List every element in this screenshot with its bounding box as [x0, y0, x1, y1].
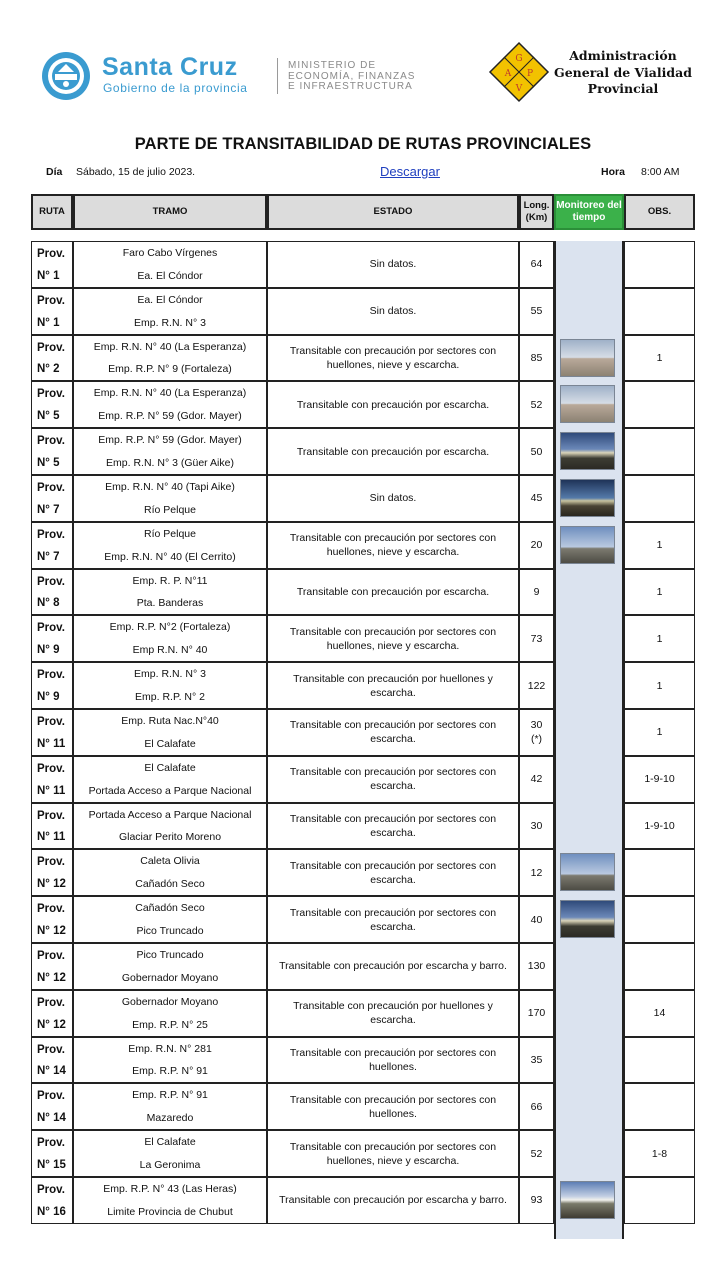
- header-divider: [277, 58, 278, 94]
- status-text: Transitable con precaución por sectores con escarcha.: [289, 766, 497, 793]
- segment-from: Emp. R.P. N°2 (Fortaleza): [109, 621, 231, 634]
- observations-cell: [624, 1083, 695, 1130]
- route-cell: [31, 1130, 73, 1177]
- segment-cell: [73, 756, 267, 803]
- weather-camera-thumbnail[interactable]: [560, 900, 615, 938]
- observations-cell: [624, 1037, 695, 1084]
- weather-camera-thumbnail[interactable]: [560, 479, 615, 517]
- weather-camera-thumbnail[interactable]: [560, 432, 615, 470]
- status-text: Transitable con precaución por sectores con escarcha.: [289, 906, 497, 933]
- segment-cell: [73, 803, 267, 850]
- route-cell: [31, 803, 73, 850]
- status-text: Transitable con precaución por sectores con escarcha.: [289, 719, 497, 746]
- status-cell: [267, 569, 519, 616]
- route-number: N° 8: [37, 597, 60, 610]
- observations-value: 1: [656, 679, 663, 692]
- length-cell: [519, 1037, 554, 1084]
- length-cell: [519, 990, 554, 1037]
- column-header-obs: OBS.: [624, 194, 695, 230]
- route-prefix: Prov.: [37, 809, 65, 822]
- route-number: N° 12: [37, 924, 66, 937]
- segment-from: El Calafate: [144, 761, 196, 774]
- observations-value: 1: [656, 351, 663, 364]
- segment-cell: [73, 896, 267, 943]
- status-text: Sin datos.: [369, 305, 417, 318]
- segment-from: Emp. R.P. N° 59 (Gdor. Mayer): [98, 434, 242, 447]
- route-prefix: Prov.: [37, 996, 65, 1009]
- length-value: 30: [530, 819, 543, 832]
- observations-cell: [624, 335, 695, 382]
- route-number: N° 7: [37, 503, 60, 516]
- weather-camera-thumbnail[interactable]: [560, 526, 615, 564]
- route-prefix: Prov.: [37, 248, 65, 260]
- brand-subtitle: Gobierno de la provincia: [103, 81, 248, 95]
- date-value: Sábado, 15 de julio 2023.: [76, 166, 196, 178]
- observations-cell: [624, 475, 695, 522]
- status-cell: [267, 1083, 519, 1130]
- route-cell: [31, 381, 73, 428]
- ministry-name: MINISTERIO DE ECONOMÍA, FINANZAS E INFRAESTRUCTURA: [288, 60, 416, 92]
- route-prefix: Prov.: [37, 1090, 65, 1103]
- observations-cell: [624, 241, 695, 288]
- length-cell: [519, 428, 554, 475]
- length-cell: [519, 662, 554, 709]
- route-number: N° 5: [37, 410, 60, 423]
- status-cell: [267, 615, 519, 662]
- length-value: 93: [530, 1194, 543, 1207]
- segment-cell: [73, 849, 267, 896]
- route-cell: [31, 943, 73, 990]
- length-value: 64: [530, 258, 543, 271]
- agvp-letter-a: A: [504, 69, 512, 79]
- length-cell: [519, 896, 554, 943]
- segment-from: Gobernador Moyano: [121, 995, 219, 1008]
- segment-from: Cañadón Seco: [135, 902, 205, 915]
- weather-camera-thumbnail[interactable]: [560, 853, 615, 891]
- route-prefix: Prov.: [37, 528, 65, 541]
- route-cell: [31, 662, 73, 709]
- status-cell: [267, 709, 519, 756]
- segment-to: Pico Truncado: [136, 924, 204, 937]
- status-cell: [267, 849, 519, 896]
- status-text: Transitable con precaución por sectores con escarcha.: [289, 859, 497, 886]
- observations-cell: [624, 615, 695, 662]
- segment-to: Gobernador Moyano: [121, 971, 219, 984]
- length-cell: [519, 381, 554, 428]
- route-prefix: Prov.: [37, 622, 65, 635]
- length-cell: [519, 709, 554, 756]
- route-cell: [31, 1177, 73, 1224]
- route-cell: [31, 241, 73, 288]
- length-value: 52: [530, 1147, 543, 1160]
- length-cell: [519, 241, 554, 288]
- route-number: N° 1: [37, 316, 60, 329]
- length-cell: [519, 1130, 554, 1177]
- segment-cell: [73, 709, 267, 756]
- segment-to: Limite Provincia de Chubut: [107, 1205, 233, 1218]
- agvp-letter-p: P: [526, 69, 534, 79]
- route-prefix: Prov.: [37, 482, 65, 494]
- segment-to: Cañadón Seco: [135, 878, 205, 891]
- segment-from: Portada Acceso a Parque Nacional: [88, 808, 252, 821]
- length-value: 42: [530, 773, 543, 786]
- weather-camera-thumbnail[interactable]: [560, 1181, 615, 1219]
- column-header-ruta: RUTA: [31, 194, 73, 230]
- length-value: 122: [527, 679, 546, 692]
- route-prefix: Prov.: [37, 1184, 65, 1196]
- route-cell: [31, 522, 73, 569]
- segment-cell: [73, 522, 267, 569]
- agvp-logo-icon: [488, 41, 550, 103]
- length-value: 50: [530, 445, 543, 458]
- observations-cell: [624, 662, 695, 709]
- segment-to: Emp. R.P. N° 25: [132, 1018, 208, 1031]
- segment-to: Emp. R.P. N° 91: [132, 1065, 208, 1078]
- route-cell: [31, 709, 73, 756]
- route-cell: [31, 1037, 73, 1084]
- route-prefix: Prov.: [37, 294, 65, 307]
- length-value: 73: [530, 632, 543, 645]
- route-prefix: Prov.: [37, 575, 65, 588]
- observations-value: 1: [656, 726, 663, 739]
- observations-cell: [624, 849, 695, 896]
- length-value: 20: [530, 539, 543, 552]
- status-text: Transitable con precaución por sectores con huellones.: [289, 1046, 497, 1073]
- segment-cell: [73, 1083, 267, 1130]
- download-link[interactable]: Descargar: [380, 164, 440, 179]
- brand-name: Santa Cruz: [102, 53, 238, 81]
- route-prefix: Prov.: [37, 856, 65, 869]
- segment-cell: [73, 943, 267, 990]
- weather-camera-thumbnail[interactable]: [560, 339, 615, 377]
- route-prefix: Prov.: [37, 669, 65, 682]
- route-number: N° 14: [37, 1112, 66, 1125]
- page-title: PARTE DE TRANSITABILIDAD DE RUTAS PROVINCIALES: [134, 135, 592, 153]
- observations-value: 14: [653, 1007, 666, 1020]
- segment-cell: [73, 990, 267, 1037]
- segment-cell: [73, 335, 267, 382]
- status-cell: [267, 522, 519, 569]
- route-prefix: Prov.: [37, 716, 65, 728]
- route-prefix: Prov.: [37, 388, 65, 401]
- segment-to: Río Pelque: [144, 503, 196, 516]
- segment-cell: [73, 288, 267, 335]
- route-cell: [31, 756, 73, 803]
- segment-cell: [73, 1177, 267, 1224]
- observations-cell: [624, 428, 695, 475]
- segment-cell: [73, 1037, 267, 1084]
- route-cell: [31, 569, 73, 616]
- segment-to: El Calafate: [144, 737, 196, 750]
- column-header-long: Long. (Km): [519, 194, 554, 230]
- segment-from: Emp. R.N. N° 281: [128, 1042, 212, 1055]
- status-cell: [267, 475, 519, 522]
- route-prefix: Prov.: [37, 903, 65, 916]
- length-value: 45: [530, 492, 543, 505]
- route-number: N° 9: [37, 644, 60, 657]
- segment-from: Emp. R. P. N°11: [132, 574, 208, 587]
- status-cell: [267, 662, 519, 709]
- status-text: Transitable con precaución por sectores con huellones, nieve y escarcha.: [289, 625, 497, 652]
- column-header-tramo: TRAMO: [73, 194, 267, 230]
- observations-cell: [624, 1177, 695, 1224]
- route-cell: [31, 288, 73, 335]
- status-text: Transitable con precaución por sectores con huellones, nieve y escarcha.: [289, 532, 497, 559]
- length-cell: [519, 943, 554, 990]
- agvp-letter-v: V: [515, 84, 523, 94]
- segment-from: Pico Truncado: [136, 949, 204, 961]
- segment-cell: [73, 241, 267, 288]
- status-text: Transitable con precaución por escarcha.: [296, 445, 490, 458]
- segment-to: Emp. R.P. N° 59 (Gdor. Mayer): [98, 410, 242, 423]
- length-value: 40: [530, 913, 543, 926]
- segment-from: Emp. Ruta Nac.N°40: [121, 715, 219, 727]
- segment-from: Emp. R.P. N° 91: [132, 1089, 208, 1102]
- segment-from: Emp. R.N. N° 40 (La Esperanza): [93, 340, 247, 353]
- observations-cell: [624, 569, 695, 616]
- length-cell: [519, 1177, 554, 1224]
- status-text: Transitable con precaución por escarcha y barro.: [279, 960, 507, 973]
- route-number: N° 11: [37, 737, 66, 750]
- time-value: 8:00 AM: [641, 166, 680, 178]
- agvp-name: Administración General de Vialidad Provincial: [554, 48, 692, 96]
- observations-cell: [624, 756, 695, 803]
- observations-cell: [624, 709, 695, 756]
- segment-to: Emp. R.N. N° 3: [134, 316, 206, 329]
- route-cell: [31, 615, 73, 662]
- status-text: Sin datos.: [369, 492, 417, 505]
- route-cell: [31, 428, 73, 475]
- status-text: Transitable con precaución por sectores con escarcha.: [289, 812, 497, 839]
- status-text: Transitable con precaución por sectores con huellones, nieve y escarcha.: [289, 344, 497, 371]
- observations-value: 1-9-10: [644, 773, 675, 786]
- route-prefix: Prov.: [37, 762, 65, 775]
- segment-cell: [73, 662, 267, 709]
- route-prefix: Prov.: [37, 341, 65, 354]
- status-text: Transitable con precaución por sectores con huellones, nieve y escarcha.: [289, 1140, 497, 1167]
- observations-value: 1: [656, 585, 663, 598]
- column-header-estado: ESTADO: [267, 194, 519, 230]
- length-value: 9: [533, 585, 540, 598]
- status-cell: [267, 1037, 519, 1084]
- segment-to: Portada Acceso a Parque Nacional: [88, 784, 252, 797]
- status-text: Transitable con precaución por huellones y escarcha.: [293, 1000, 493, 1027]
- observations-cell: [624, 803, 695, 850]
- route-cell: [31, 1083, 73, 1130]
- route-cell: [31, 896, 73, 943]
- route-number: N° 12: [37, 878, 66, 891]
- status-cell: [267, 1130, 519, 1177]
- segment-from: Río Pelque: [144, 527, 196, 540]
- route-number: N° 7: [37, 550, 60, 563]
- length-cell: [519, 335, 554, 382]
- route-prefix: Prov.: [37, 435, 65, 448]
- observations-cell: [624, 896, 695, 943]
- segment-from: Emp. R.N. N° 3: [134, 668, 206, 681]
- length-cell: [519, 849, 554, 896]
- observations-value: 1: [656, 539, 663, 552]
- agvp-letter-g: G: [515, 54, 523, 64]
- page-header: [0, 0, 704, 120]
- length-cell: [519, 1083, 554, 1130]
- segment-to: Mazaredo: [146, 1112, 194, 1125]
- province-seal-icon: [40, 50, 92, 102]
- length-cell: [519, 756, 554, 803]
- segment-to: Emp. R.P. N° 2: [135, 690, 205, 703]
- segment-cell: [73, 615, 267, 662]
- status-cell: [267, 990, 519, 1037]
- segment-from: Faro Cabo Vírgenes: [122, 247, 218, 259]
- segment-to: Glaciar Perito Moreno: [118, 831, 222, 844]
- status-cell: [267, 241, 519, 288]
- route-prefix: Prov.: [37, 1043, 65, 1056]
- segment-from: Emp. R.N. N° 40 (Tapi Aike): [105, 481, 235, 493]
- route-number: N° 1: [37, 269, 60, 282]
- length-value: 130: [527, 960, 546, 973]
- route-number: N° 16: [37, 1205, 66, 1218]
- status-cell: [267, 1177, 519, 1224]
- status-cell: [267, 943, 519, 990]
- observations-value: 1-9-10: [644, 819, 675, 832]
- observations-cell: [624, 943, 695, 990]
- weather-camera-thumbnail[interactable]: [560, 385, 615, 423]
- column-header-monitoreo: Monitoreo del tiempo: [554, 194, 624, 230]
- status-text: Transitable con precaución por sectores con huellones.: [289, 1093, 497, 1120]
- length-value: 52: [530, 398, 543, 411]
- observations-cell: [624, 1130, 695, 1177]
- segment-from: El Calafate: [144, 1136, 196, 1149]
- segment-cell: [73, 428, 267, 475]
- status-text: Transitable con precaución por huellones y escarcha.: [293, 672, 493, 699]
- segment-cell: [73, 475, 267, 522]
- route-cell: [31, 849, 73, 896]
- length-value: 85: [530, 351, 543, 364]
- route-number: N° 5: [37, 456, 60, 469]
- status-cell: [267, 288, 519, 335]
- route-number: N° 12: [37, 971, 66, 984]
- segment-from: Emp. R.P. N° 43 (Las Heras): [103, 1183, 237, 1195]
- route-prefix: Prov.: [37, 1137, 65, 1150]
- status-text: Transitable con precaución por escarcha.: [296, 398, 490, 411]
- length-value: 170: [527, 1007, 546, 1020]
- route-number: N° 11: [37, 784, 66, 797]
- length-cell: [519, 615, 554, 662]
- route-number: N° 2: [37, 363, 60, 376]
- status-cell: [267, 896, 519, 943]
- route-number: N° 14: [37, 1065, 66, 1078]
- date-label: Día: [46, 166, 63, 178]
- length-value: 12: [530, 866, 543, 879]
- length-cell: [519, 475, 554, 522]
- length-cell: [519, 522, 554, 569]
- length-cell: [519, 569, 554, 616]
- route-cell: [31, 335, 73, 382]
- route-number: N° 15: [37, 1158, 66, 1171]
- route-number: N° 11: [37, 831, 66, 844]
- length-value: 66: [530, 1100, 543, 1113]
- segment-to: La Geronima: [139, 1158, 201, 1171]
- segment-from: Caleta Olivia: [140, 855, 200, 868]
- status-cell: [267, 756, 519, 803]
- observations-cell: [624, 990, 695, 1037]
- segment-cell: [73, 381, 267, 428]
- segment-to: Ea. El Cóndor: [137, 269, 203, 282]
- time-label: Hora: [601, 166, 625, 178]
- length-value: 35: [530, 1053, 543, 1066]
- route-cell: [31, 475, 73, 522]
- length-value: 30 (*): [530, 719, 543, 746]
- observations-cell: [624, 288, 695, 335]
- segment-to: Emp. R.N. N° 3 (Güer Aike): [106, 456, 234, 469]
- segment-cell: [73, 569, 267, 616]
- segment-from: Emp. R.N. N° 40 (La Esperanza): [93, 387, 247, 400]
- segment-to: Emp. R.P. N° 9 (Fortaleza): [108, 363, 232, 376]
- observations-cell: [624, 522, 695, 569]
- segment-to: Emp. R.N. N° 40 (El Cerrito): [104, 550, 236, 563]
- route-number: N° 9: [37, 690, 60, 703]
- status-cell: [267, 381, 519, 428]
- segment-to: Emp R.N. N° 40: [132, 644, 208, 657]
- length-cell: [519, 803, 554, 850]
- observations-value: 1-8: [651, 1147, 668, 1160]
- observations-value: 1: [656, 632, 663, 645]
- segment-to: Pta. Banderas: [136, 597, 204, 610]
- route-cell: [31, 990, 73, 1037]
- length-cell: [519, 288, 554, 335]
- status-cell: [267, 428, 519, 475]
- observations-cell: [624, 381, 695, 428]
- length-value: 55: [530, 305, 543, 318]
- route-number: N° 12: [37, 1018, 66, 1031]
- segment-cell: [73, 1130, 267, 1177]
- status-cell: [267, 335, 519, 382]
- status-cell: [267, 803, 519, 850]
- status-text: Transitable con precaución por escarcha y barro.: [279, 1194, 507, 1207]
- segment-from: Ea. El Cóndor: [137, 293, 203, 306]
- status-text: Sin datos.: [369, 258, 417, 271]
- status-text: Transitable con precaución por escarcha.: [296, 585, 490, 598]
- route-prefix: Prov.: [37, 950, 65, 962]
